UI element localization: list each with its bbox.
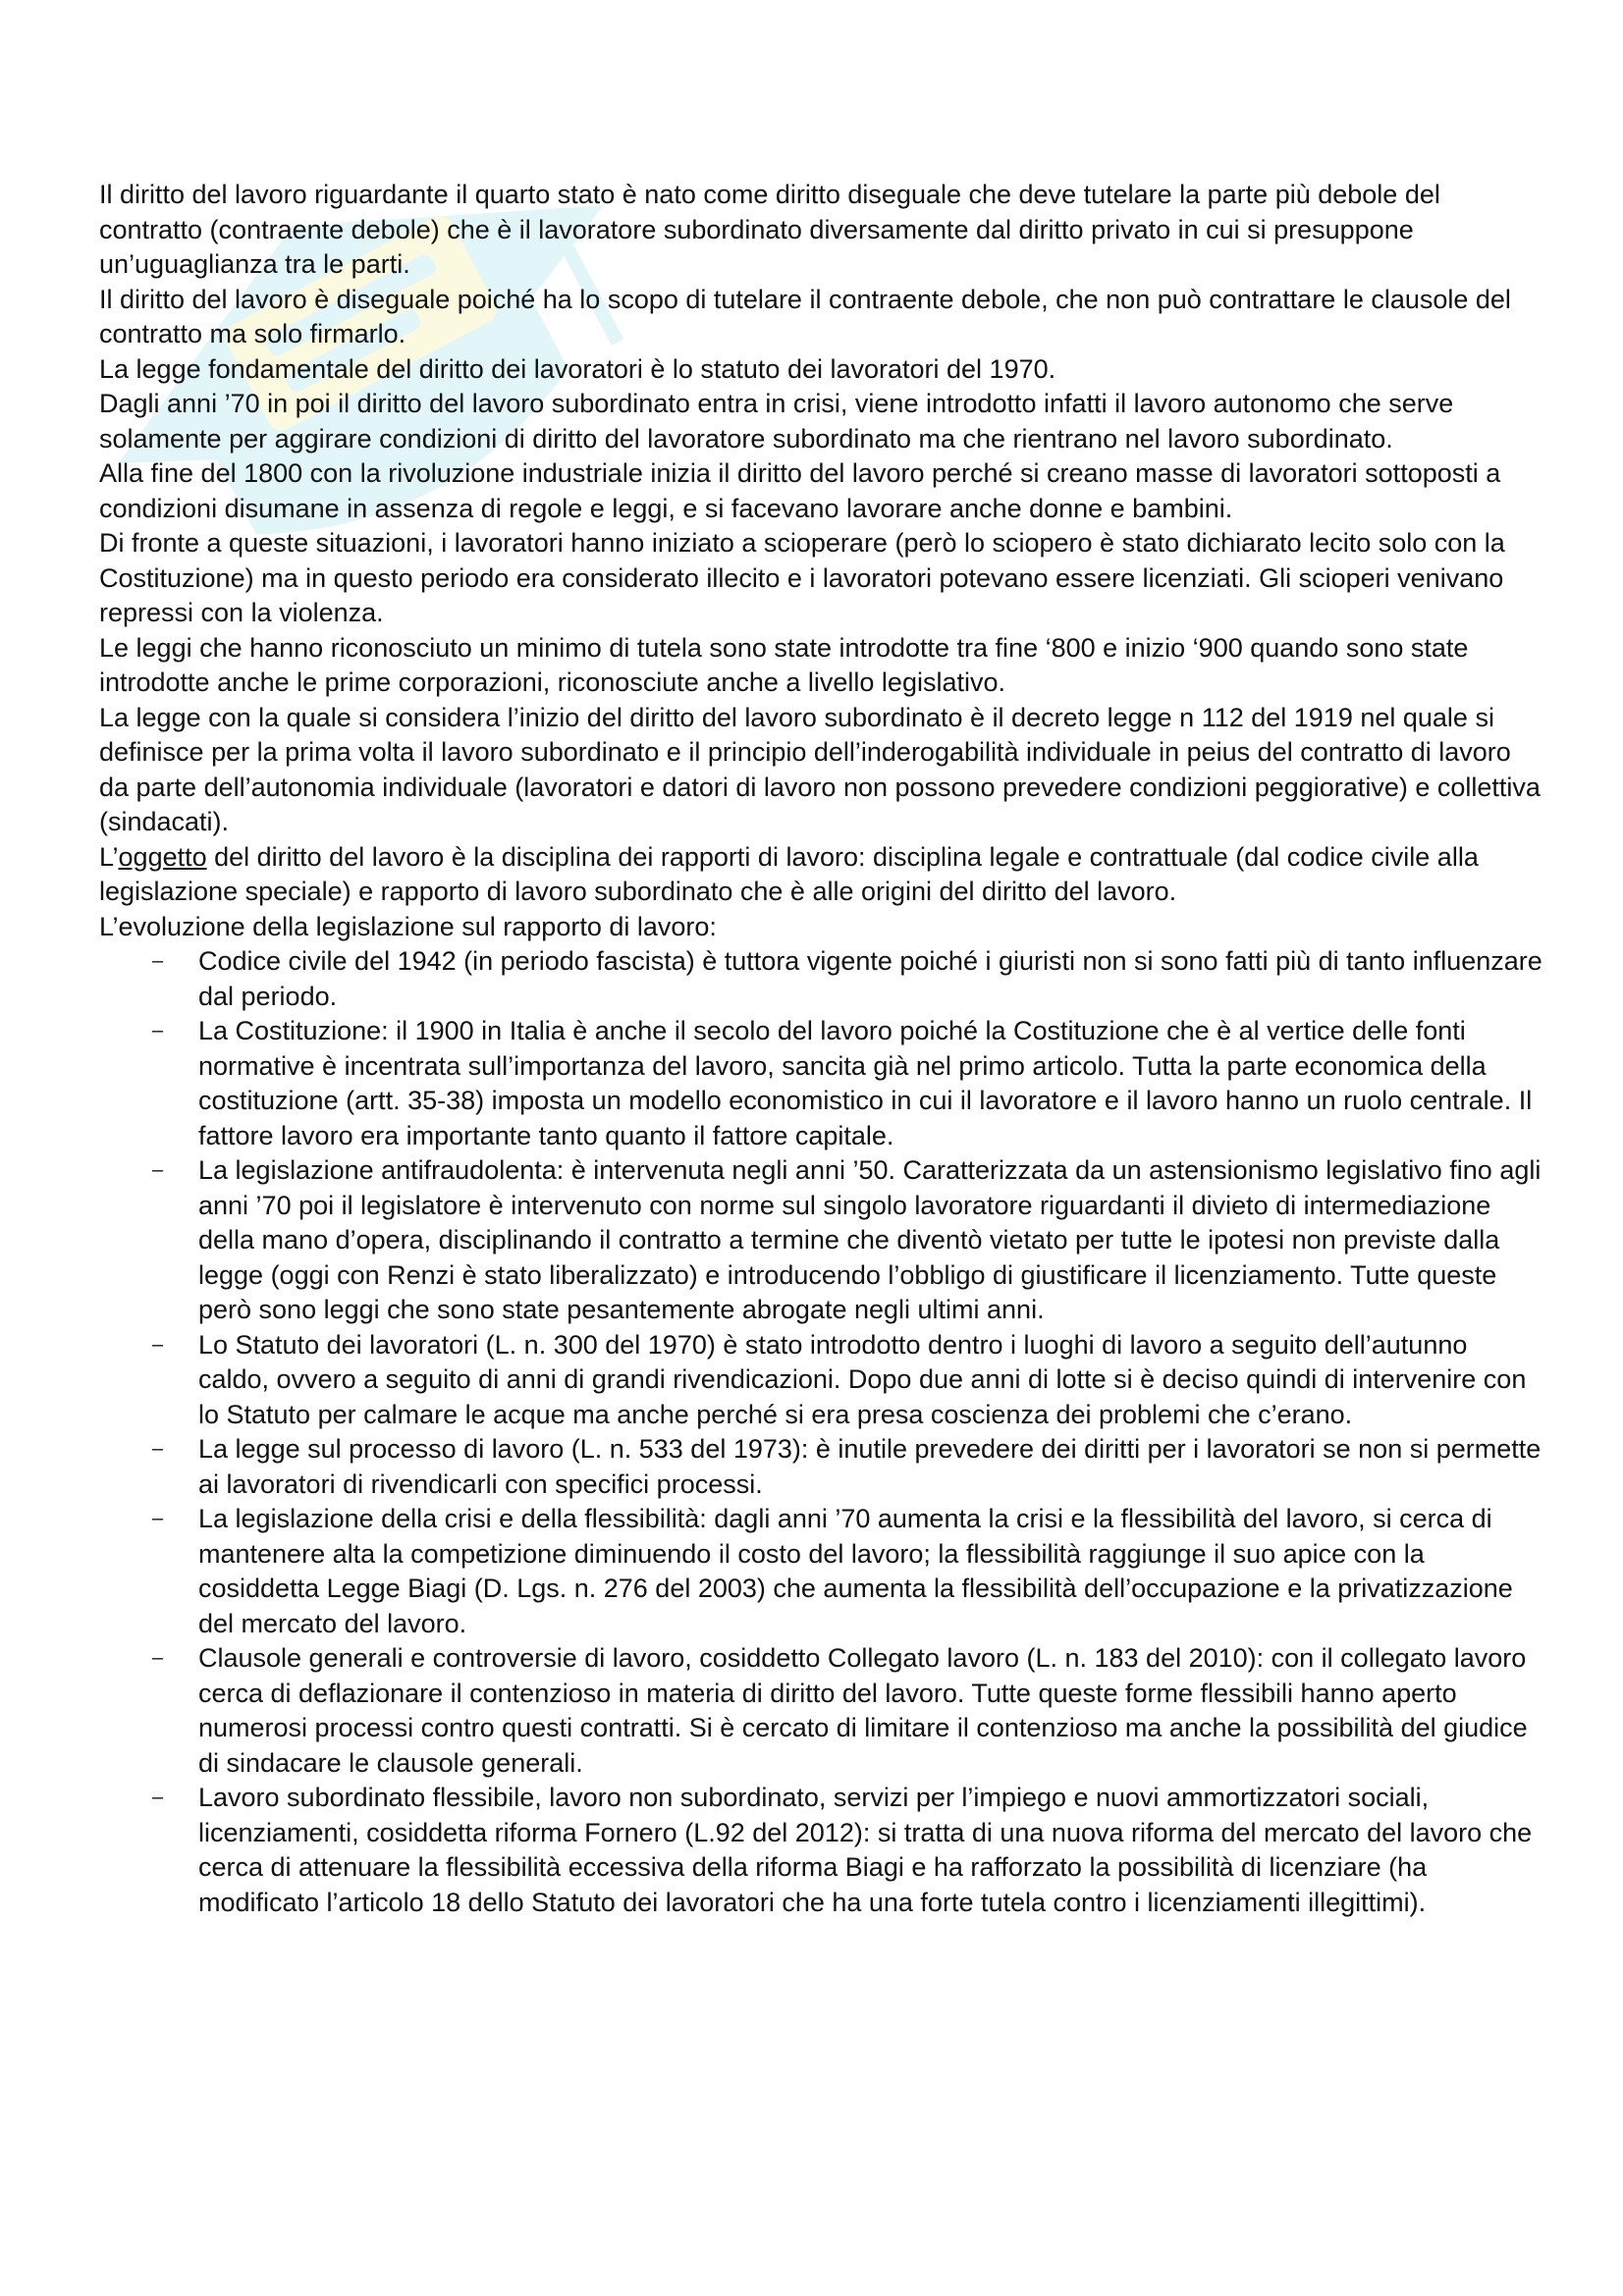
list-item-text: La legge sul processo di lavoro (L. n. 533 del 1973): è inutile prevedere dei diritti per i lavoratori se non si permette ai lavoratori di rivendicarli con specifici processi. [198, 1434, 1542, 1499]
list-item-text: La legislazione della crisi e della flessibilità: dagli anni ’70 aumenta la crisi e la flessibilità del lavoro, si cerca di mantenere alta la competizione diminuendo il costo del lavoro; la flessibilità raggiunge il suo apice con la cosiddetta Legge Biagi (D. Lgs. n. 276 del 2003) che aumenta la flessibilità dell’occupazione e la privatizzazione del mercato del lavoro. [198, 1504, 1513, 1638]
list-item [152, 1432, 1542, 1502]
list-item [152, 1781, 1542, 1920]
paragraph-8: La legge con la quale si considera l’inizio del diritto del lavoro subordinato è il decreto legge n 112 del 1919 nel quale si definisce per la prima volta il lavoro subordinato e il principio dell’inderogabilità individuale in peius del contratto di lavoro da parte dell’autonomia individuale (lavoratori e datori di lavoro non possono prevedere condizioni peggiorative) e collettiva (sindacati). [99, 702, 1541, 836]
paragraph-6: Di fronte a queste situazioni, i lavoratori hanno iniziato a scioperare (però lo sciopero è stato dichiarato lecito solo con la Costituzione) ma in questo periodo era considerato illecito e i lavoratori potevano essere licenziati. Gli scioperi venivano repressi con la violenza. [99, 528, 1505, 627]
paragraph-oggetto [99, 840, 1542, 910]
bullet-dash: – [152, 950, 164, 972]
list-item [152, 1328, 1542, 1433]
paragraph-1: Il diritto del lavoro riguardante il quarto stato è nato come diritto diseguale che deve tutelare la parte più debole del contratto (contraente debole) che è il lavoratore subordinato diversamente dal diritto privato in cui si presuppone un’uguaglianza tra le parti. [99, 180, 1440, 279]
oggetto-underlined: oggetto [118, 841, 207, 872]
oggetto-prefix: L’ [99, 841, 119, 872]
list-item [152, 1153, 1542, 1328]
list-item [152, 1014, 1542, 1153]
bullet-dash: – [152, 1333, 164, 1356]
list-item-text: La legislazione antifraudolenta: è intervenuta negli anni ’50. Caratterizzata da un astensionismo legislativo fino agli anni ’70 poi il legislatore è intervenuto con norme sul singolo lavoratore riguardanti il divieto di intermediazione della mano d’opera, disciplinando il contratto a termine che diventò vietato per tutte le ipotesi non previste dalla legge (oggi con Renzi è stato liberalizzato) e introducendo l’obbligo di giustificare il licenziamento. Tutte queste però sono leggi che sono state pesantemente abrogate negli ultimi anni. [198, 1155, 1542, 1324]
bullet-dash: – [152, 1647, 164, 1669]
paragraph-4: Dagli anni ’70 in poi il diritto del lavoro subordinato entra in crisi, viene introdotto infatti il lavoro autonomo che serve solamente per aggirare condizioni di diritto del lavoratore subordinato ma che rientrano nel lavoro subordinato. [99, 389, 1454, 454]
paragraph-2: Il diritto del lavoro è diseguale poiché ha lo scopo di tutelare il contraente debole, che non può contrattare le clausole del contratto ma solo firmarlo. [99, 284, 1511, 348]
paragraph-7: Le leggi che hanno riconosciuto un minimo di tutela sono state introdotte tra fine ‘800 e inizio ‘900 quando sono state introdotte anche le prime corporazioni, riconosciute anche a livello legislativo. [99, 632, 1469, 697]
bullet-dash: – [152, 1159, 164, 1181]
list-item [152, 1502, 1542, 1641]
list-item [152, 944, 1542, 1014]
oggetto-rest: del diritto del lavoro è la disciplina dei rapporti di lavoro: disciplina legale e contrattuale (dal codice civile alla legislazione speciale) e rapporto di lavoro subordinato che è alle origini del diritto del lavoro. [99, 841, 1479, 906]
evolution-intro: L’evoluzione della legislazione sul rapporto di lavoro: [99, 911, 717, 941]
document-body [99, 178, 1542, 1920]
list-item-text: La Costituzione: il 1900 in Italia è anche il secolo del lavoro poiché la Costituzione che è al vertice delle fonti normative è incentrata sull’importanza del lavoro, sancita già nel primo articolo. Tutta la parte economica della costituzione (artt. 35-38) imposta un modello economistico in cui il lavoratore e il lavoro hanno un ruolo centrale. Il fattore lavoro era importante tanto quanto il fattore capitale. [198, 1016, 1533, 1150]
list-item [152, 1641, 1542, 1781]
paragraph-3: La legge fondamentale del diritto dei lavoratori è lo statuto dei lavoratori del 1970. [99, 353, 1056, 384]
list-item-text: Codice civile del 1942 (in periodo fascista) è tuttora vigente poiché i giuristi non si sono fatti più di tanto influenzare dal periodo. [198, 946, 1542, 1011]
list-item-text: Lavoro subordinato flessibile, lavoro non subordinato, servizi per l’impiego e nuovi ammortizzatori sociali, licenziamenti, cosiddetta riforma Fornero (L.92 del 2012): si tratta di una nuova riforma del mercato del lavoro che cerca di attenuare la flessibilità eccessiva della riforma Biagi e ha rafforzato la possibilità di licenziare (ha modificato l’articolo 18 dello Statuto dei lavoratori che ha una forte tutela contro i licenziamenti illegittimi). [198, 1783, 1533, 1917]
bullet-dash: – [152, 1438, 164, 1460]
paragraph-5: Alla fine del 1800 con la rivoluzione industriale inizia il diritto del lavoro perché si creano masse di lavoratori sottoposti a condizioni disumane in assenza di regole e leggi, e si facevano lavorare anche donne e bambini. [99, 458, 1501, 523]
bullet-dash: – [152, 1020, 164, 1041]
evolution-list [99, 944, 1542, 1920]
list-item-text: Clausole generali e controversie di lavoro, cosiddetto Collegato lavoro (L. n. 183 del 2010): con il collegato lavoro cerca di deflazionare il contenzioso in materia di diritto del lavoro. Tutte queste forme flessibili hanno aperto numerosi processi contro questi contratti. Si è cercato di limitare il contenzioso ma anche la possibilità del giudice di sindacare le clausole generali. [198, 1643, 1528, 1778]
list-item-text: Lo Statuto dei lavoratori (L. n. 300 del 1970) è stato introdotto dentro i luoghi di lavoro a seguito dell’autunno caldo, ovvero a seguito di anni di grandi rivendicazioni. Dopo due anni di lotte si è deciso quindi di intervenire con lo Statuto per calmare le acque ma anche perché si era presa coscienza dei problemi che c’erano. [198, 1329, 1527, 1429]
bullet-dash: – [152, 1787, 164, 1808]
bullet-dash: – [152, 1508, 164, 1529]
